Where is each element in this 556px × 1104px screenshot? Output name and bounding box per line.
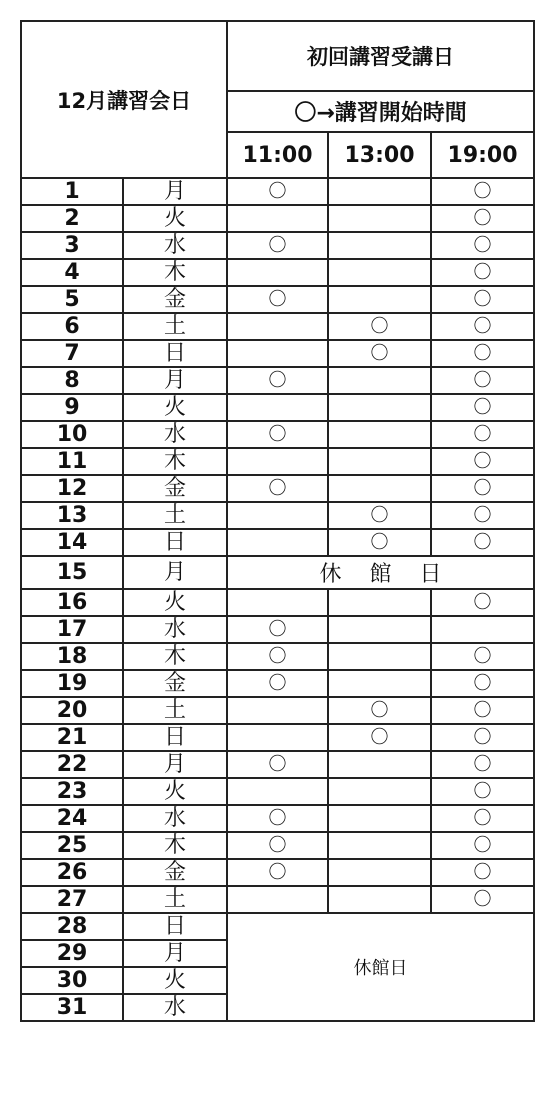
day-row <box>21 259 534 286</box>
slot-cell <box>227 394 328 421</box>
slot-cell <box>328 340 431 367</box>
slot-cell <box>227 529 328 556</box>
slot-cell <box>328 448 431 475</box>
slot-cell <box>431 805 534 832</box>
slot-cell <box>227 448 328 475</box>
slot-cell <box>328 529 431 556</box>
weekday: 金 <box>123 286 227 313</box>
start-time-note: 〇→講習開始時間 <box>227 91 534 132</box>
circle-mark: 〇 <box>473 726 492 748</box>
circle-mark: 〇 <box>473 531 492 553</box>
day-number: 10 <box>21 421 123 448</box>
weekday: 土 <box>123 502 227 529</box>
day-number: 26 <box>21 859 123 886</box>
slot-cell <box>328 832 431 859</box>
circle-mark: 〇 <box>370 504 389 526</box>
slot-cell <box>227 886 328 913</box>
day-row <box>21 913 534 940</box>
circle-mark: 〇 <box>473 780 492 802</box>
circle-mark: 〇 <box>473 315 492 337</box>
day-number: 7 <box>21 340 123 367</box>
weekday: 月 <box>123 940 227 967</box>
weekday: 日 <box>123 340 227 367</box>
slot-cell <box>431 751 534 778</box>
slot-cell <box>431 502 534 529</box>
circle-mark: 〇 <box>370 342 389 364</box>
day-number: 4 <box>21 259 123 286</box>
circle-mark: 〇 <box>268 369 287 391</box>
schedule-table <box>20 20 535 1022</box>
day-number: 30 <box>21 967 123 994</box>
closed-day-label: 休館日 <box>227 556 534 589</box>
circle-mark: 〇 <box>268 753 287 775</box>
day-row <box>21 697 534 724</box>
slot-cell <box>328 421 431 448</box>
slot-cell <box>328 859 431 886</box>
day-row <box>21 643 534 670</box>
day-number: 27 <box>21 886 123 913</box>
slot-cell <box>431 697 534 724</box>
weekday: 月 <box>123 367 227 394</box>
slot-cell <box>227 475 328 502</box>
circle-mark: 〇 <box>473 807 492 829</box>
circle-mark: 〇 <box>473 861 492 883</box>
day-number: 2 <box>21 205 123 232</box>
day-row <box>21 778 534 805</box>
slot-cell <box>328 778 431 805</box>
weekday: 水 <box>123 805 227 832</box>
day-row <box>21 859 534 886</box>
month-label: 12月講習会日 <box>21 21 227 178</box>
slot-cell <box>431 778 534 805</box>
slot-cell <box>431 448 534 475</box>
day-number: 17 <box>21 616 123 643</box>
day-row <box>21 394 534 421</box>
day-number: 21 <box>21 724 123 751</box>
slot-cell <box>431 394 534 421</box>
slot-cell <box>227 751 328 778</box>
slot-cell <box>431 232 534 259</box>
circle-mark: 〇 <box>473 477 492 499</box>
weekday: 火 <box>123 589 227 616</box>
circle-mark: 〇 <box>473 645 492 667</box>
weekday: 水 <box>123 421 227 448</box>
circle-mark: 〇 <box>473 423 492 445</box>
weekday: 火 <box>123 778 227 805</box>
slot-cell <box>227 259 328 286</box>
slot-cell <box>431 859 534 886</box>
circle-mark: 〇 <box>473 234 492 256</box>
slot-cell <box>431 670 534 697</box>
circle-mark: 〇 <box>268 477 287 499</box>
slot-cell <box>431 832 534 859</box>
slot-cell <box>227 589 328 616</box>
slot-cell <box>431 205 534 232</box>
slot-cell <box>328 286 431 313</box>
circle-mark: 〇 <box>473 504 492 526</box>
day-row <box>21 751 534 778</box>
weekday: 水 <box>123 616 227 643</box>
slot-cell <box>328 178 431 205</box>
slot-cell <box>431 643 534 670</box>
slot-cell <box>227 421 328 448</box>
slot-cell <box>431 340 534 367</box>
weekday: 日 <box>123 724 227 751</box>
circle-mark: 〇 <box>268 645 287 667</box>
slot-cell <box>431 367 534 394</box>
slot-cell <box>227 832 328 859</box>
weekday: 火 <box>123 967 227 994</box>
circle-mark: 〇 <box>473 672 492 694</box>
circle-mark: 〇 <box>268 834 287 856</box>
weekday: 金 <box>123 859 227 886</box>
weekday: 木 <box>123 259 227 286</box>
circle-mark: 〇 <box>268 672 287 694</box>
slot-cell <box>431 421 534 448</box>
slot-cell <box>227 697 328 724</box>
slot-cell <box>328 886 431 913</box>
slot-cell <box>328 232 431 259</box>
day-row <box>21 286 534 313</box>
slot-cell <box>227 724 328 751</box>
day-row <box>21 178 534 205</box>
circle-mark: 〇 <box>268 861 287 883</box>
day-row <box>21 886 534 913</box>
day-row <box>21 832 534 859</box>
day-row <box>21 724 534 751</box>
slot-cell <box>227 670 328 697</box>
slot-cell <box>227 340 328 367</box>
circle-mark: 〇 <box>473 207 492 229</box>
slot-cell <box>328 475 431 502</box>
circle-mark: 〇 <box>473 261 492 283</box>
day-row <box>21 556 534 589</box>
slot-cell <box>328 751 431 778</box>
slot-cell <box>227 205 328 232</box>
circle-mark: 〇 <box>268 234 287 256</box>
circle-mark: 〇 <box>473 753 492 775</box>
slot-cell <box>431 886 534 913</box>
weekday: 金 <box>123 670 227 697</box>
circle-mark: 〇 <box>473 450 492 472</box>
day-row <box>21 340 534 367</box>
day-number: 9 <box>21 394 123 421</box>
day-number: 13 <box>21 502 123 529</box>
slot-cell <box>227 178 328 205</box>
slot-cell <box>227 859 328 886</box>
day-row <box>21 421 534 448</box>
time-header-1100: 11:00 <box>227 132 328 178</box>
day-number: 22 <box>21 751 123 778</box>
day-number: 8 <box>21 367 123 394</box>
slot-cell <box>227 502 328 529</box>
weekday: 木 <box>123 448 227 475</box>
circle-mark: 〇 <box>268 180 287 202</box>
slot-cell <box>328 643 431 670</box>
slot-cell <box>431 178 534 205</box>
day-row <box>21 313 534 340</box>
slot-cell <box>431 529 534 556</box>
weekday: 水 <box>123 232 227 259</box>
slot-cell <box>328 724 431 751</box>
circle-mark: 〇 <box>268 288 287 310</box>
day-row <box>21 448 534 475</box>
time-header-1300: 13:00 <box>328 132 431 178</box>
weekday: 日 <box>123 529 227 556</box>
day-row <box>21 367 534 394</box>
circle-mark: 〇 <box>370 315 389 337</box>
circle-mark: 〇 <box>473 180 492 202</box>
slot-cell <box>328 670 431 697</box>
schedule-sheet <box>20 20 533 1022</box>
weekday: 水 <box>123 994 227 1021</box>
weekday: 土 <box>123 697 227 724</box>
circle-mark: 〇 <box>473 591 492 613</box>
slot-cell <box>328 589 431 616</box>
first-session-title: 初回講習受講日 <box>227 21 534 91</box>
circle-mark: 〇 <box>370 726 389 748</box>
weekday: 土 <box>123 886 227 913</box>
day-number: 11 <box>21 448 123 475</box>
day-number: 28 <box>21 913 123 940</box>
day-row <box>21 670 534 697</box>
circle-mark: 〇 <box>473 369 492 391</box>
schedule-body <box>21 21 534 1021</box>
day-number: 3 <box>21 232 123 259</box>
slot-cell <box>227 313 328 340</box>
day-row <box>21 616 534 643</box>
slot-cell <box>431 724 534 751</box>
day-number: 6 <box>21 313 123 340</box>
weekday: 土 <box>123 313 227 340</box>
day-number: 14 <box>21 529 123 556</box>
weekday: 月 <box>123 556 227 589</box>
time-header-1900: 19:00 <box>431 132 534 178</box>
weekday: 月 <box>123 751 227 778</box>
circle-mark: 〇 <box>473 396 492 418</box>
day-row <box>21 529 534 556</box>
day-number: 1 <box>21 178 123 205</box>
weekday: 金 <box>123 475 227 502</box>
day-row <box>21 805 534 832</box>
slot-cell <box>227 805 328 832</box>
slot-cell <box>227 286 328 313</box>
day-row <box>21 475 534 502</box>
slot-cell <box>227 643 328 670</box>
day-number: 24 <box>21 805 123 832</box>
weekday: 月 <box>123 178 227 205</box>
weekday: 火 <box>123 394 227 421</box>
circle-mark: 〇 <box>473 342 492 364</box>
slot-cell <box>431 259 534 286</box>
day-number: 29 <box>21 940 123 967</box>
slot-cell <box>328 697 431 724</box>
circle-mark: 〇 <box>473 888 492 910</box>
slot-cell <box>431 616 534 643</box>
day-number: 5 <box>21 286 123 313</box>
day-row <box>21 232 534 259</box>
weekday: 木 <box>123 643 227 670</box>
slot-cell <box>328 805 431 832</box>
slot-cell <box>431 313 534 340</box>
circle-mark: 〇 <box>370 531 389 553</box>
circle-mark: 〇 <box>268 423 287 445</box>
day-number: 31 <box>21 994 123 1021</box>
slot-cell <box>227 367 328 394</box>
slot-cell <box>328 394 431 421</box>
slot-cell <box>328 313 431 340</box>
slot-cell <box>431 286 534 313</box>
weekday: 木 <box>123 832 227 859</box>
circle-mark: 〇 <box>473 288 492 310</box>
circle-mark: 〇 <box>268 807 287 829</box>
slot-cell <box>328 502 431 529</box>
closed-period-label: 休館日 <box>227 913 534 1021</box>
weekday: 日 <box>123 913 227 940</box>
slot-cell <box>328 616 431 643</box>
slot-cell <box>328 259 431 286</box>
slot-cell <box>431 475 534 502</box>
circle-mark: 〇 <box>473 834 492 856</box>
day-number: 20 <box>21 697 123 724</box>
slot-cell <box>431 589 534 616</box>
weekday: 火 <box>123 205 227 232</box>
day-number: 18 <box>21 643 123 670</box>
day-number: 23 <box>21 778 123 805</box>
day-row <box>21 589 534 616</box>
day-number: 16 <box>21 589 123 616</box>
day-row <box>21 205 534 232</box>
day-row <box>21 502 534 529</box>
circle-mark: 〇 <box>473 699 492 721</box>
day-number: 25 <box>21 832 123 859</box>
slot-cell <box>328 205 431 232</box>
day-number: 12 <box>21 475 123 502</box>
day-number: 15 <box>21 556 123 589</box>
slot-cell <box>227 778 328 805</box>
slot-cell <box>328 367 431 394</box>
slot-cell <box>227 616 328 643</box>
circle-mark: 〇 <box>268 618 287 640</box>
day-number: 19 <box>21 670 123 697</box>
slot-cell <box>227 232 328 259</box>
circle-mark: 〇 <box>370 699 389 721</box>
